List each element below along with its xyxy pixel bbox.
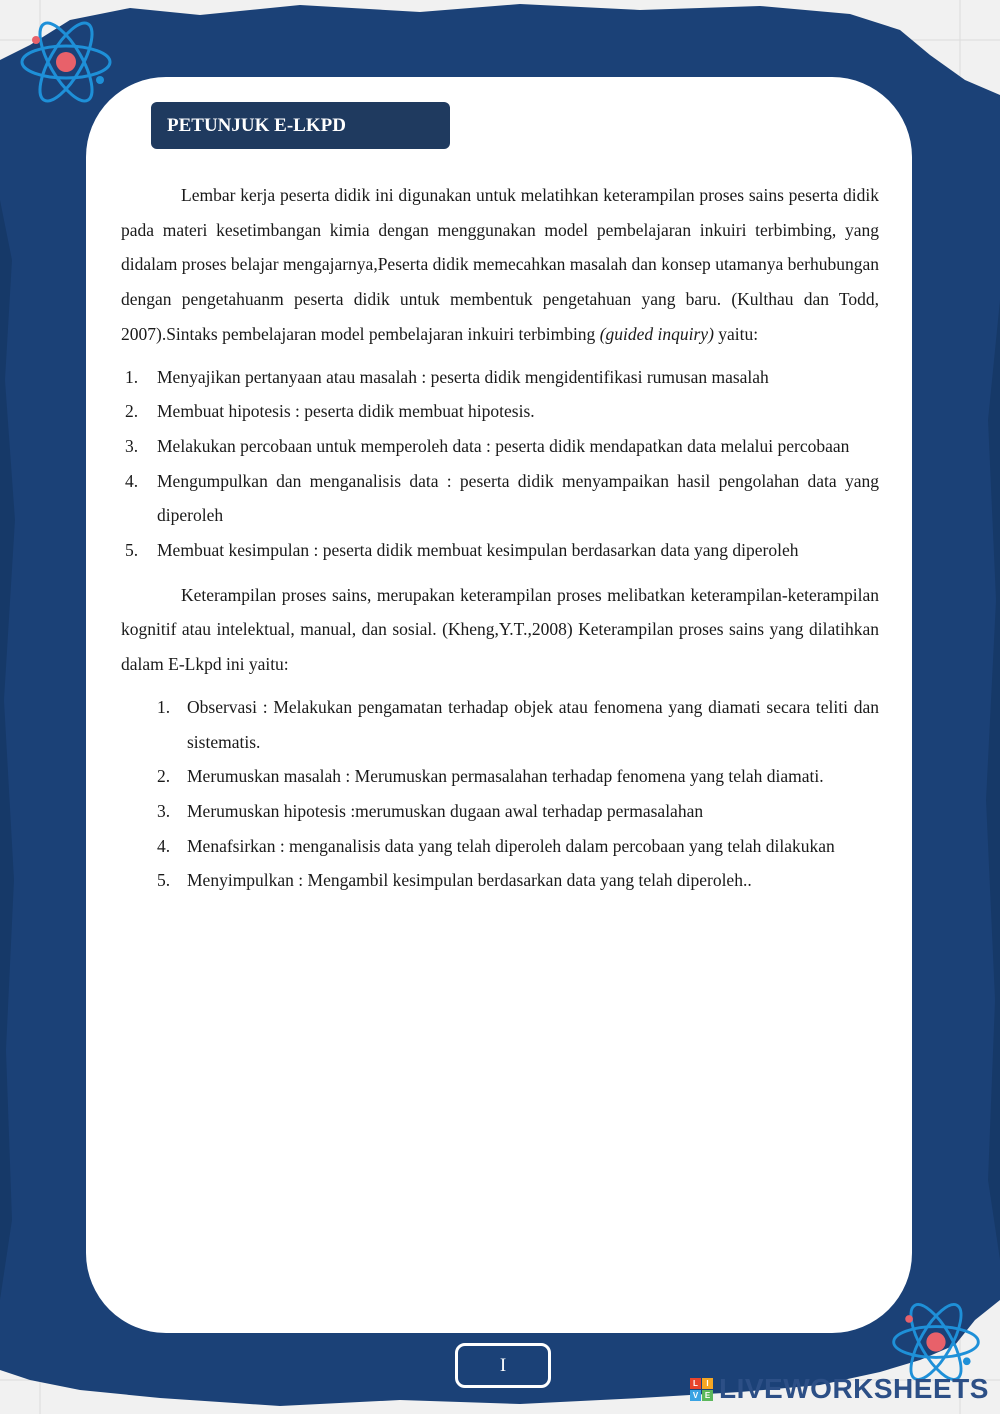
list-item: 4. Mengumpulkan dan menganalisis data : peserta didik menyampaikan hasil pengolahan data yang diperoleh [125, 470, 879, 526]
page-number: I [455, 1343, 551, 1388]
atom-icon [12, 10, 120, 114]
section-title: PETUNJUK E-LKPD [151, 102, 450, 149]
skills-list [121, 690, 879, 898]
list-item: 4. Menafsirkan : menganalisis data yang telah diperoleh dalam percobaan yang telah dilakukan [157, 835, 835, 856]
liveworksheets-text: LIVEWORKSHEETS [719, 1373, 989, 1404]
syntax-list [121, 360, 879, 568]
list-item: 2. Merumuskan masalah : Merumuskan permasalahan terhadap fenomena yang telah diamati. [157, 766, 824, 787]
list-item: 2. Membuat hipotesis : peserta didik membuat hipotesis. [125, 401, 535, 422]
intro-paragraph: Lembar kerja peserta didik ini digunakan untuk melatihkan keterampilan proses sains peserta didik pada materi kesetimbangan kimia dengan menggunakan model pembelajaran inkuiri terbimbing, yang didalam proses belajar mengajarnya,Peserta didik memecahkan masalah dan konsep utamanya berhubungan dengan pengetahuanm peserta didik untuk membentuk pengetahuan yang baru. (Kulthau dan Todd, 2007).Sintaks pembelajaran model pembelajaran inkuiri terbimbing (guided inquiry) yaitu: [121, 185, 879, 344]
skills-paragraph: Keterampilan proses sains, merupakan keterampilan proses melibatkan keterampilan-keterampilan kognitif atau intelektual, manual, dan sosial. (Kheng,Y.T.,2008) Keterampilan proses sains yang dilatihkan dalam E-Lkpd ini yaitu: [121, 584, 879, 675]
list-item: 3. Melakukan percobaan untuk memperoleh data : peserta didik mendapatkan data melalui percobaan [125, 435, 850, 456]
guided-inquiry-term: (guided inquiry) [599, 323, 714, 344]
list-item: 3. Merumuskan hipotesis :merumuskan dugaan awal terhadap permasalahan [157, 800, 704, 821]
list-item: 1. Menyajikan pertanyaan atau masalah : peserta didik mengidentifikasi rumusan masalah [125, 366, 769, 387]
list-item: 1. Observasi : Melakukan pengamatan terhadap objek atau fenomena yang diamati secara teliti dan sistematis. [157, 696, 879, 752]
liveworksheets-logo[interactable] [690, 1372, 989, 1406]
list-item: 5. Membuat kesimpulan : peserta didik membuat kesimpulan berdasarkan data yang diperoleh [125, 540, 799, 561]
instructions-body [121, 178, 879, 908]
list-item: 5. Menyimpulkan : Mengambil kesimpulan berdasarkan data yang telah diperoleh.. [157, 870, 752, 891]
liveworksheets-icon: L I V E [690, 1378, 713, 1401]
